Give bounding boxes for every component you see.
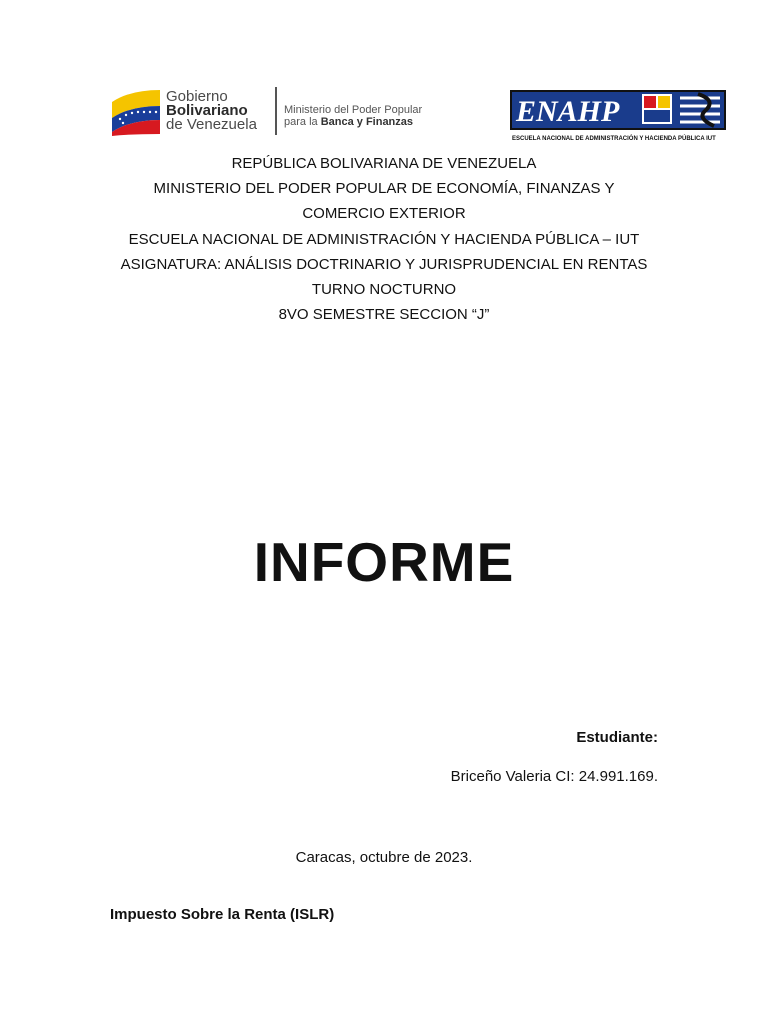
header-line-republica: REPÚBLICA BOLIVARIANA DE VENEZUELA (231, 155, 537, 172)
ministerio-line1: Ministerio del Poder Popular (284, 104, 423, 116)
ministerio-line2 (284, 116, 422, 128)
student-label: Estudiante: (576, 729, 658, 746)
ministerio-wordmark (284, 104, 422, 128)
gobierno-bolivariano-logo (108, 84, 448, 140)
student-name: Briceño Valeria CI: 24.991.169. (450, 768, 658, 785)
logo-divider (275, 87, 277, 135)
gobierno-line2: Bolivariano (166, 102, 248, 119)
gobierno-line1: Gobierno (166, 88, 228, 105)
enahp-logo (510, 90, 726, 142)
header-line-comercio: COMERCIO EXTERIOR (302, 205, 466, 223)
place-date: Caracas, octubre de 2023. (295, 849, 473, 866)
document-title: INFORME (253, 531, 515, 593)
ministerio-line2-bold: Banca y Finanzas (320, 116, 414, 128)
header-line-semestre: 8VO SEMESTRE SECCION “J” (278, 306, 490, 324)
header-line-escuela: ESCUELA NACIONAL DE ADMINISTRACIÓN Y HACIENDA PÚBLICA – IUT (128, 230, 640, 248)
institution-header (0, 151, 768, 327)
enahp-caption: ESCUELA NACIONAL DE ADMINISTRACIÓN Y HACIENDA PÚBLICA IUT (512, 136, 716, 142)
enahp-wordmark: ENAHP (516, 95, 620, 128)
section-heading: Impuesto Sobre la Renta (ISLR) (110, 906, 335, 923)
header-line-asignatura: ASIGNATURA: ANÁLISIS DOCTRINARIO Y JURISPRUDENCIAL EN RENTAS (120, 255, 648, 273)
header-line-ministerio: MINISTERIO DEL PODER POPULAR DE ECONOMÍA, FINANZAS Y (153, 180, 615, 198)
ministerio-line2-prefix: para la (284, 116, 321, 128)
gobierno-wordmark (166, 90, 257, 132)
venezuela-flag-icon (110, 86, 162, 136)
gobierno-line3: de Venezuela (166, 116, 257, 133)
header-line-turno: TURNO NOCTURNO (311, 281, 457, 299)
